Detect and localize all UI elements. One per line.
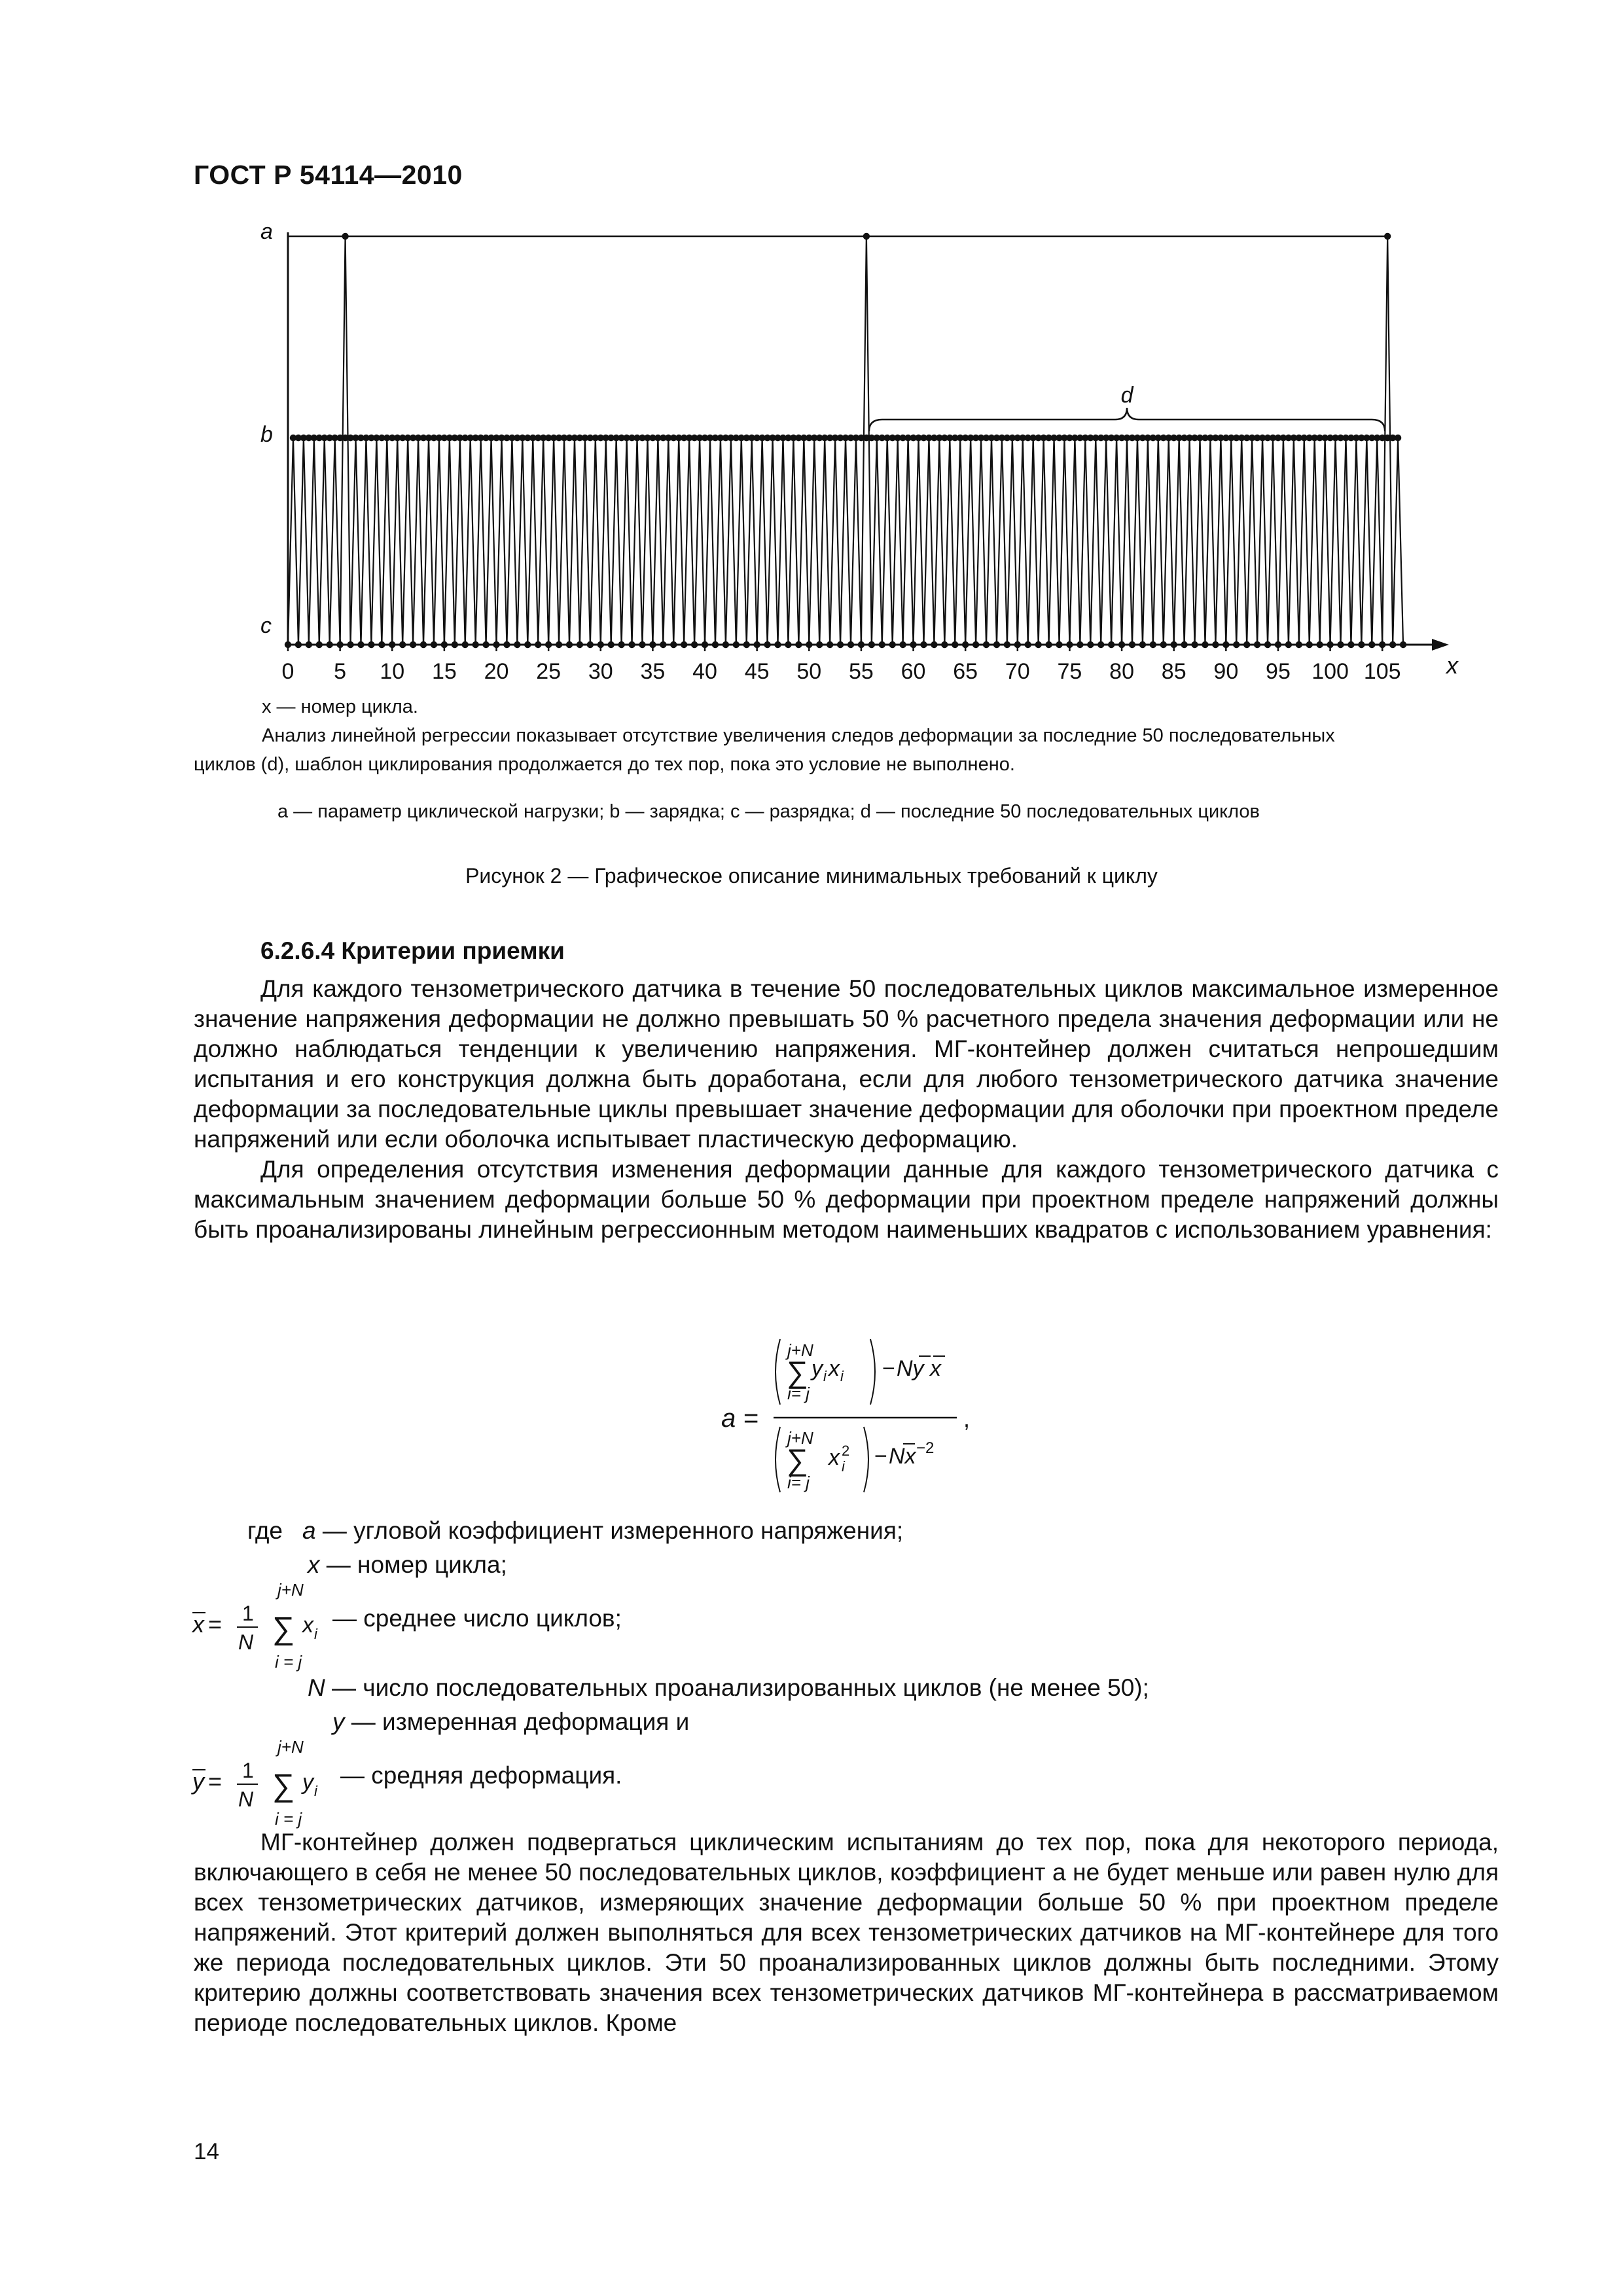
cycle-point: [1264, 641, 1271, 648]
svg-text:1: 1: [242, 1759, 254, 1782]
cycle-point: [1389, 641, 1396, 648]
svg-text:∑: ∑: [272, 1768, 295, 1803]
svg-text:,: ,: [963, 1405, 971, 1432]
level-b-dot: [378, 435, 385, 441]
cycle-point: [983, 641, 990, 648]
svg-text:−: −: [882, 1356, 895, 1381]
cycle-point: [327, 641, 333, 648]
level-b-dot: [327, 435, 333, 441]
regression-formula: [720, 1329, 995, 1512]
level-b-dot: [306, 435, 312, 441]
cycle-point: [1233, 641, 1240, 648]
level-b-dot: [452, 435, 458, 441]
level-b-dot: [712, 435, 719, 441]
level-b-dot: [514, 435, 520, 441]
level-b-dot: [670, 435, 677, 441]
level-b-dot: [816, 435, 823, 441]
level-b-dot: [962, 435, 969, 441]
x-tick-label: 15: [431, 659, 457, 684]
cycle-point: [577, 641, 583, 648]
x-tick-label: 100: [1311, 659, 1349, 684]
level-b-dot: [1337, 435, 1344, 441]
cycle-point: [1202, 641, 1208, 648]
cycle-point: [681, 641, 687, 648]
x-tick-label: 85: [1161, 659, 1186, 684]
level-b-dot: [774, 435, 781, 441]
def-y: y — измеренная деформация и: [332, 1708, 690, 1735]
x-tick-label: 30: [588, 659, 613, 684]
cycle-point: [1347, 641, 1354, 648]
level-b-dot: [733, 435, 740, 441]
level-b-dot: [1150, 435, 1156, 441]
svg-text:i: i: [823, 1368, 827, 1384]
level-b-dot: [1160, 435, 1167, 441]
level-b-dot: [1254, 435, 1260, 441]
cycle-point: [1056, 641, 1062, 648]
cycle-point: [816, 641, 823, 648]
page-number: 14: [194, 2139, 219, 2164]
cycle-point: [378, 641, 385, 648]
level-b-dot: [462, 435, 469, 441]
level-b-dot: [399, 435, 406, 441]
svg-text:j+N: j+N: [277, 1737, 304, 1757]
level-b-dot: [858, 435, 865, 441]
x-tick-label: 40: [692, 659, 717, 684]
cycle-point: [1316, 641, 1323, 648]
level-b-dot: [639, 435, 645, 441]
cycle-point: [420, 641, 427, 648]
cycle-point: [306, 641, 312, 648]
cycle-point: [1181, 641, 1187, 648]
cycle-point: [566, 641, 573, 648]
x-tick-label: 65: [953, 659, 978, 684]
svg-text:x: x: [302, 1613, 313, 1638]
level-b-dot: [482, 435, 489, 441]
cycle-point: [347, 641, 353, 648]
def-a: a — угловой коэффициент измеренного напряжения;: [302, 1517, 904, 1544]
level-b-dot: [1327, 435, 1333, 441]
paragraph-3-text: МГ-контейнер должен подвергаться циклическим испытаниям до тех пор, пока для некоторого периода, включающего в себя не менее 50 последовательных циклов, коэффициент a не будет меньше или равен нулю для всех тензометрических датчиков, измеряющих значение деформации больше 50 % при проектном пределе напряжений. Этот критерий должен выполняться для всех тензометрических датчиков на МГ-контейнере для того же периода последовательных циклов. Эти 50 проанализированных циклов должны быть последними. Этому критерию должны соответствовать значения всех тензометрических датчиков МГ-контейнера в рассматриваемом периоде последовательных циклов. Кроме: [194, 1829, 1499, 2036]
cycle-point: [1160, 641, 1167, 648]
level-b-dot: [431, 435, 437, 441]
level-b-dot: [952, 435, 958, 441]
level-b-dot: [1296, 435, 1302, 441]
level-b-dot: [566, 435, 573, 441]
svg-text:j+N: j+N: [787, 1428, 813, 1448]
cycle-point: [993, 641, 1000, 648]
level-b-dot: [1004, 435, 1010, 441]
svg-text:y: y: [302, 1770, 313, 1795]
level-b-dot: [1212, 435, 1219, 441]
level-b-dot: [1306, 435, 1313, 441]
level-b-dot: [441, 435, 448, 441]
cycle-point: [847, 641, 854, 648]
level-b-dot: [1035, 435, 1041, 441]
cycle-point: [941, 641, 948, 648]
cycle-point: [472, 641, 478, 648]
cycle-point: [868, 641, 875, 648]
level-b-dot: [868, 435, 875, 441]
svg-text:i: i: [842, 1458, 845, 1475]
level-b-dot: [535, 435, 541, 441]
cycle-point: [431, 641, 437, 648]
cycle-point: [295, 641, 302, 648]
level-b-dot: [660, 435, 666, 441]
level-b-dot: [420, 435, 427, 441]
svg-text:j+N: j+N: [787, 1340, 813, 1360]
paragraph-1-text: Для каждого тензометрического датчика в течение 50 последовательных циклов максимальное измеренное значение напряжения деформации не должно превышать 50 % расчетного предела значения деформации или не должно наблюдаться тенденции к увеличению напряжения. МГ-контейнер должен считаться непрошедшим испытания и его конструкция должна быть доработана, если для любого тензометрического датчика значение деформации за последовательные циклы превышает значение деформации для оболочки при проектном пределе напряжений или если оболочка испытывает пластическую деформацию.: [194, 975, 1499, 1153]
x-tick-label: 35: [640, 659, 666, 684]
cycle-point: [899, 641, 906, 648]
level-b-dot: [1368, 435, 1375, 441]
level-b-dot: [1014, 435, 1021, 441]
svg-text:y: y: [192, 1768, 204, 1795]
cycle-point: [399, 641, 406, 648]
level-b-dot: [1171, 435, 1177, 441]
level-b-dot: [503, 435, 510, 441]
svg-text:i = j: i = j: [275, 1809, 302, 1829]
level-b-dot: [983, 435, 990, 441]
x-tick-label: 20: [484, 659, 509, 684]
cycle-point: [587, 641, 594, 648]
bracket-d-label: d: [1120, 383, 1133, 408]
level-b-dot: [368, 435, 374, 441]
svg-text:−2: −2: [916, 1439, 935, 1457]
level-b-dot: [649, 435, 656, 441]
cycle-point: [618, 641, 624, 648]
level-b-dot: [785, 435, 791, 441]
cycle-point: [535, 641, 541, 648]
level-b-dot: [941, 435, 948, 441]
section-title: 6.2.6.4 Критерии приемки: [260, 937, 565, 964]
peak-point: [863, 233, 870, 240]
level-b-dot: [993, 435, 1000, 441]
level-b-dot: [1243, 435, 1250, 441]
cycle-point: [1087, 641, 1094, 648]
cycle-point: [785, 641, 791, 648]
x-tick-label: 25: [536, 659, 562, 684]
level-b-dot: [1275, 435, 1281, 441]
cycle-point: [889, 641, 896, 648]
cycle-point: [1035, 641, 1041, 648]
level-b-dot: [316, 435, 323, 441]
figure-note-2: Анализ линейной регрессии показывает отсутствие увеличения следов деформации за последние 50 последовательных: [262, 725, 1335, 746]
svg-text:=: =: [208, 1768, 223, 1795]
figure-note-1: x — номер цикла.: [262, 696, 418, 717]
cycle-point: [1306, 641, 1313, 648]
figure-notes: [194, 692, 1505, 779]
def-ybar-text: — средняя деформация.: [340, 1762, 622, 1789]
level-b-dot: [899, 435, 906, 441]
level-b-dot: [753, 435, 760, 441]
level-b-dot: [691, 435, 698, 441]
cycle-point: [482, 641, 489, 648]
svg-text:=: =: [208, 1611, 223, 1638]
level-b-dot: [1108, 435, 1115, 441]
level-b-dot: [597, 435, 604, 441]
cycle-point: [1077, 641, 1083, 648]
level-b-dot: [1087, 435, 1094, 441]
cycle-point: [764, 641, 770, 648]
cycle-point: [357, 641, 364, 648]
level-b-dot: [806, 435, 812, 441]
cycle-point: [722, 641, 729, 648]
level-b-dot: [1077, 435, 1083, 441]
level-b-dot: [837, 435, 844, 441]
level-b-dot: [493, 435, 499, 441]
def-x-text: — номер цикла;: [326, 1551, 507, 1578]
level-b-dot: [1181, 435, 1187, 441]
cycle-point: [1025, 641, 1031, 648]
cycle-point: [608, 641, 615, 648]
cycle-point: [1108, 641, 1115, 648]
cycle-point: [628, 641, 635, 648]
cycle-point: [1337, 641, 1344, 648]
cycle-point: [972, 641, 979, 648]
level-b-dot: [1285, 435, 1292, 441]
svg-text:N: N: [238, 1787, 254, 1811]
level-b-dot: [1045, 435, 1052, 441]
cycle-point: [1285, 641, 1292, 648]
cycle-point: [1129, 641, 1135, 648]
level-b-dot: [889, 435, 896, 441]
level-b-dot: [920, 435, 927, 441]
level-b-dot: [295, 435, 302, 441]
level-b-dot: [702, 435, 708, 441]
level-b-dot: [577, 435, 583, 441]
level-b-dot: [1379, 435, 1385, 441]
cycle-point: [795, 641, 802, 648]
level-b-dot: [1025, 435, 1031, 441]
level-b-dot: [743, 435, 750, 441]
peak-point: [342, 233, 348, 240]
x-tick-label: 105: [1363, 659, 1401, 684]
cycle-point: [1296, 641, 1302, 648]
where-label: где: [247, 1517, 283, 1544]
level-b-dot: [545, 435, 552, 441]
level-b-dot: [1129, 435, 1135, 441]
level-b-dot: [795, 435, 802, 441]
cycle-point: [733, 641, 740, 648]
bracket-d: [869, 408, 1385, 431]
cycle-point: [743, 641, 750, 648]
level-b-dot: [628, 435, 635, 441]
level-b-dot: [764, 435, 770, 441]
cycle-point: [524, 641, 531, 648]
document-code: ГОСТ Р 54114—2010: [194, 160, 463, 190]
svg-text:x: x: [829, 1445, 840, 1470]
svg-text:x: x: [829, 1356, 840, 1381]
x-tick-label: 60: [901, 659, 926, 684]
level-b-dot: [847, 435, 854, 441]
cycle-chart: [242, 213, 1459, 684]
level-b-dot: [1191, 435, 1198, 441]
level-b-dot: [1233, 435, 1240, 441]
level-b-dot: [1202, 435, 1208, 441]
chart-lines: [288, 232, 1449, 651]
x-tick-label: 5: [334, 659, 347, 684]
def-xbar-text: — среднее число циклов;: [332, 1605, 622, 1632]
level-b-dot: [357, 435, 364, 441]
level-b-dot: [336, 435, 343, 441]
level-b-dot: [608, 435, 615, 441]
svg-text:Ny x: Ny x: [897, 1356, 941, 1381]
level-b-dot: [389, 435, 395, 441]
cycle-point: [410, 641, 416, 648]
def-x: x — номер цикла;: [308, 1551, 507, 1578]
cycle-point: [639, 641, 645, 648]
cycle-point: [691, 641, 698, 648]
cycle-point: [827, 641, 833, 648]
level-b-dot: [1347, 435, 1354, 441]
cycle-point: [1004, 641, 1010, 648]
level-b-dot: [931, 435, 937, 441]
cycle-point: [920, 641, 927, 648]
level-b-dot: [472, 435, 478, 441]
level-b-dot: [1264, 435, 1271, 441]
cycle-point: [1139, 641, 1146, 648]
level-b-dot: [618, 435, 624, 441]
svg-text:1: 1: [242, 1602, 254, 1625]
svg-text:i = j: i = j: [275, 1652, 302, 1672]
svg-text:i: i: [840, 1368, 844, 1384]
x-tick-label: 45: [744, 659, 770, 684]
cycle-point: [1191, 641, 1198, 648]
level-label: b: [260, 422, 273, 447]
level-b-dot: [410, 435, 416, 441]
level-b-dot: [879, 435, 885, 441]
svg-text:i= j: i= j: [787, 1384, 810, 1403]
level-label: c: [260, 613, 272, 638]
x-tick-label: 0: [281, 659, 294, 684]
level-b-dot: [1056, 435, 1062, 441]
level-b-dot: [1118, 435, 1125, 441]
xbar-formula: [190, 1579, 334, 1677]
cycle-point: [1254, 641, 1260, 648]
cycle-point: [316, 641, 323, 648]
svg-text:Nx: Nx: [889, 1444, 916, 1469]
svg-text:y: y: [812, 1356, 823, 1381]
cycle-point: [879, 641, 885, 648]
cycle-point: [1400, 641, 1406, 648]
cycle-point: [1358, 641, 1364, 648]
svg-text:x: x: [192, 1611, 204, 1638]
cycle-point: [1150, 641, 1156, 648]
level-b-dot: [1358, 435, 1364, 441]
x-tick-label: 55: [849, 659, 874, 684]
def-n: N — число последовательных проанализированных циклов (не менее 50);: [308, 1674, 1149, 1701]
svg-text:a =: a =: [721, 1404, 758, 1433]
svg-text:∑: ∑: [787, 1355, 808, 1389]
cycle-point: [1212, 641, 1219, 648]
svg-text:i= j: i= j: [787, 1473, 810, 1492]
level-b-dot: [1316, 435, 1323, 441]
svg-text:i: i: [314, 1626, 317, 1642]
cycle-point: [1045, 641, 1052, 648]
level-label: a: [260, 219, 273, 244]
paragraph-3: [194, 1827, 1499, 2038]
cycle-point: [462, 641, 469, 648]
cycle-point: [556, 641, 562, 648]
figure-caption: Рисунок 2 — Графическое описание минимальных требований к циклу: [465, 864, 1158, 888]
figure-legend: a — параметр циклической нагрузки; b — зарядка; c — разрядка; d — последние 50 последовательных циклов: [277, 801, 1260, 822]
svg-text:−: −: [874, 1444, 887, 1469]
cycle-point: [712, 641, 719, 648]
svg-text:∑: ∑: [272, 1611, 295, 1646]
level-b-dot: [722, 435, 729, 441]
peak-point: [1384, 233, 1391, 240]
cycle-point: [368, 641, 374, 648]
cycle-point: [952, 641, 958, 648]
cycle-point: [1368, 641, 1375, 648]
def-n-text: — число последовательных проанализированных циклов (не менее 50);: [332, 1674, 1149, 1701]
level-b-dot: [556, 435, 562, 441]
svg-text:j+N: j+N: [277, 1580, 304, 1600]
level-b-dot: [1222, 435, 1229, 441]
level-b-dot: [1139, 435, 1146, 441]
level-b-dot: [524, 435, 531, 441]
x-tick-label: 50: [796, 659, 822, 684]
paragraph-2-text: Для определения отсутствия изменения деформации данные для каждого тензометрического датчика с максимальным значением деформации больше 50 % деформации при проектном пределе напряжений должны быть проанализированы линейным регрессионным методом наименьших квадратов с использованием уравнения:: [194, 1156, 1499, 1243]
cycle-point: [1097, 641, 1104, 648]
x-tick-label: 75: [1057, 659, 1082, 684]
cycle-point: [837, 641, 844, 648]
cycle-point: [452, 641, 458, 648]
level-b-dot: [1066, 435, 1073, 441]
cycle-point: [503, 641, 510, 648]
cycle-point: [1243, 641, 1250, 648]
level-b-dot: [1097, 435, 1104, 441]
svg-text:2: 2: [842, 1443, 850, 1459]
level-b-dot: [587, 435, 594, 441]
cycle-point: [774, 641, 781, 648]
level-b-dot: [972, 435, 979, 441]
x-tick-label: 95: [1266, 659, 1291, 684]
ybar-formula: [190, 1736, 334, 1834]
x-axis-arrow: [1432, 639, 1449, 651]
x-axis-label: x: [1446, 652, 1458, 679]
paragraph-1: [194, 974, 1499, 1245]
level-b-dot: [681, 435, 687, 441]
cycle-point: [670, 641, 677, 648]
level-b-dot: [347, 435, 353, 441]
cycle-point: [660, 641, 666, 648]
svg-text:∑: ∑: [787, 1443, 808, 1477]
x-tick-label: 70: [1005, 659, 1030, 684]
x-tick-label: 90: [1213, 659, 1239, 684]
cycle-point: [514, 641, 520, 648]
def-y-text: — измеренная деформация и: [351, 1708, 690, 1735]
svg-text:i: i: [314, 1783, 317, 1799]
level-b-dot: [910, 435, 916, 441]
x-tick-label: 10: [380, 659, 405, 684]
svg-text:N: N: [238, 1630, 254, 1654]
figure-note-3: циклов (d), шаблон циклирования продолжается до тех пор, пока это условие не выполнено.: [194, 754, 1015, 775]
level-b-dot: [827, 435, 833, 441]
def-a-text: — угловой коэффициент измеренного напряжения;: [322, 1517, 904, 1544]
x-tick-label: 80: [1109, 659, 1134, 684]
cycle-point: [931, 641, 937, 648]
level-b-dot: [1389, 435, 1396, 441]
